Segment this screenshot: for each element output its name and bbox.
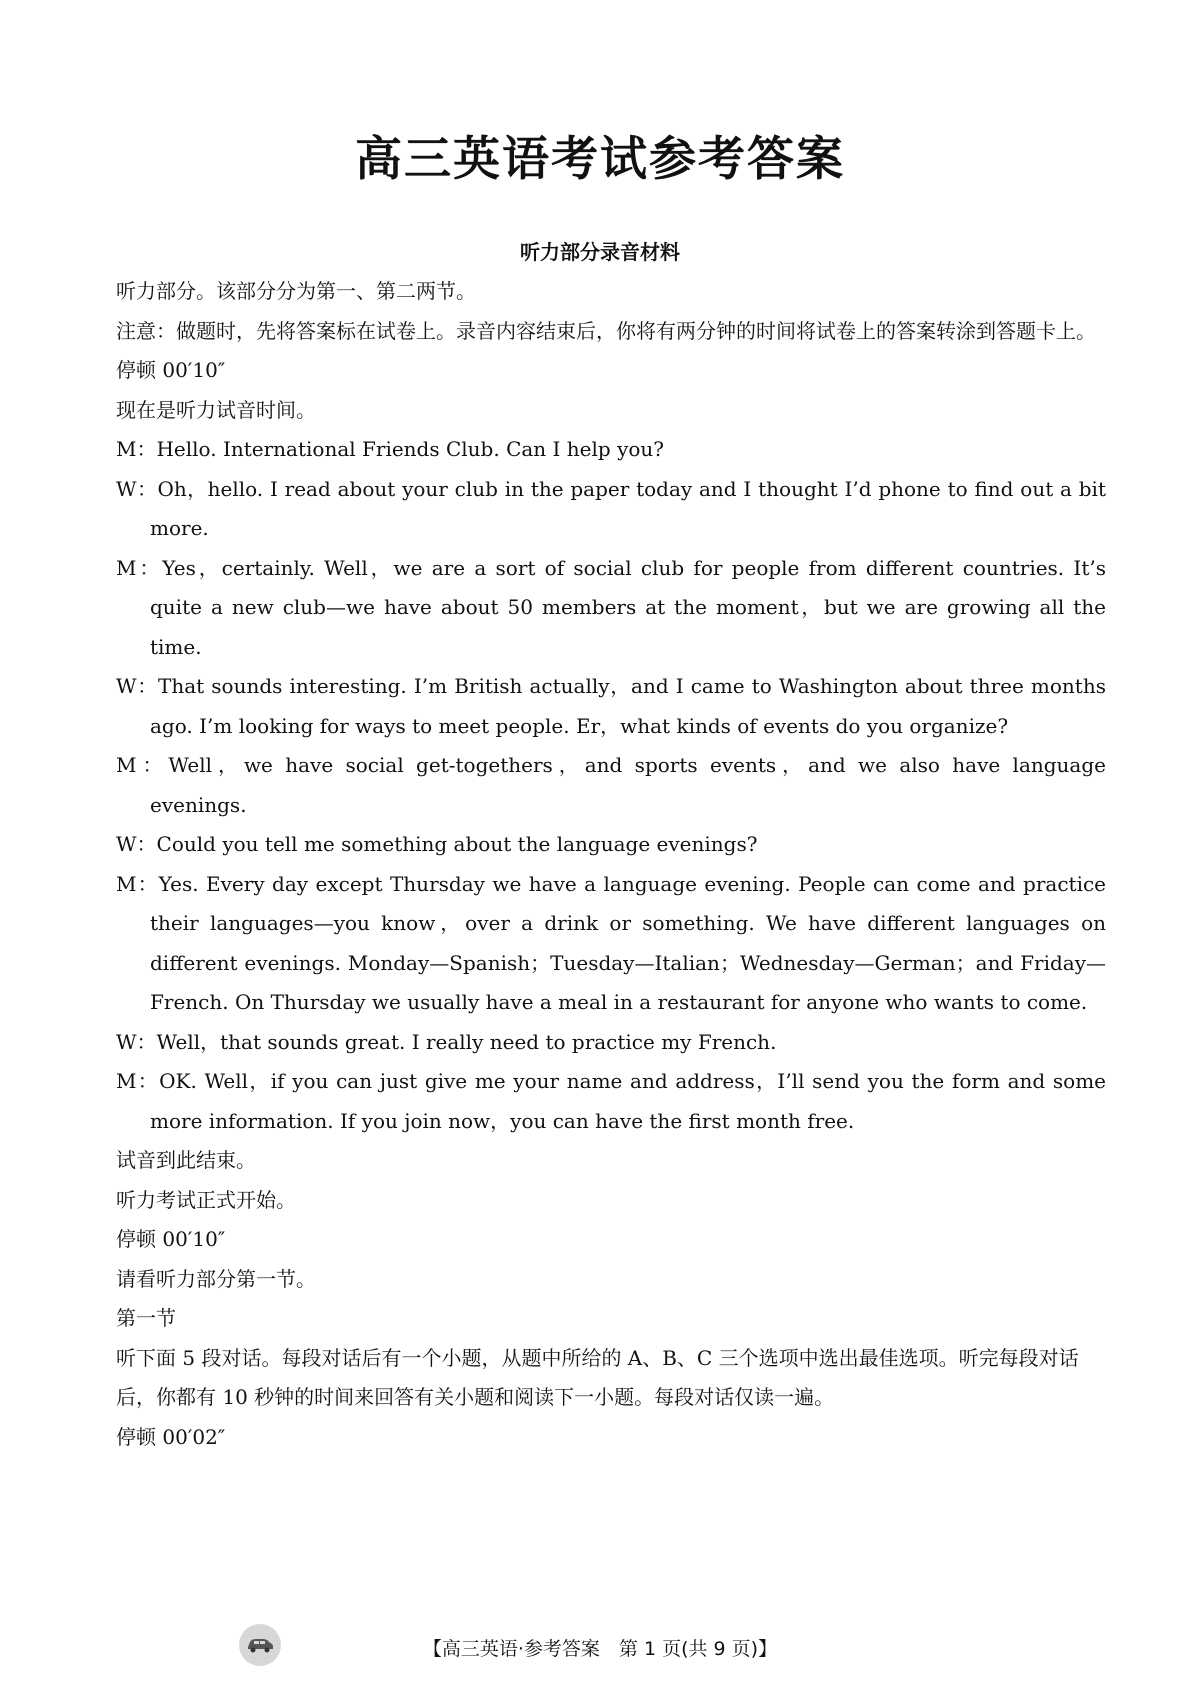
- dialogue-turn: M：Yes，certainly. Well，we are a sort of social club for people from different countries. It’s quite a new club—we have about 50 members at the moment，but we are growing all the time.: [116, 555, 1106, 659]
- trial-end-line: 试音到此结束。: [116, 1148, 256, 1172]
- section-one-instructions: 听下面 5 段对话。每段对话后有一个小题，从题中所给的 A、B、C 三个选项中选出最佳选项。听完每段对话后，你都有 10 秒钟的时间来回答有关小题和阅读下一小题。每段对话仅读一遍。: [116, 1345, 1079, 1409]
- pause-line: 停顿 00′02″: [116, 1424, 226, 1449]
- dialogue-turn: M：Yes. Every day except Thursday we have a language evening. People can come and practice their languages—you know，over a drink or something. We have different languages on different evenings. Monday—Spanish；Tuesday—Italian；Wednesday—German；and Friday—French. On Thursday we usually have a meal in a restaurant for anyone who wants to come.: [116, 871, 1106, 1014]
- page-title: 高三英语考试参考答案: [355, 132, 845, 187]
- section-one-heading: 第一节: [116, 1306, 176, 1330]
- intro-line: 听力部分。该部分分为第一、第二两节。: [116, 279, 476, 303]
- pause-line: 停顿 00′10″: [116, 1227, 226, 1251]
- dialogue-turn: W：Could you tell me something about the language evenings?: [116, 832, 758, 856]
- dialogue-turn: W：That sounds interesting. I’m British actually，and I came to Washington about three months ago. I’m looking for ways to meet people. Er，what kinds of events do you organize?: [116, 674, 1106, 738]
- transcript-body: [116, 272, 1106, 1457]
- section-one-prompt: 请看听力部分第一节。: [116, 1266, 316, 1291]
- pause-line: 停顿 00′10″: [116, 358, 226, 382]
- dialogue-turn: W：Oh，hello. I read about your club in the paper today and I thought I’d phone to find out a bit more.: [116, 476, 1106, 540]
- dialogue-turn: M：Hello. International Friends Club. Can I help you?: [116, 437, 665, 461]
- dialogue-turn: M：Well，we have social get-togethers，and sports events，and we also have language evenings.: [116, 753, 1106, 817]
- exam-start-line: 听力考试正式开始。: [116, 1187, 296, 1212]
- section-subtitle: 听力部分录音材料: [520, 240, 680, 264]
- dialogue-turn: W：Well，that sounds great. I really need to practice my French.: [116, 1029, 777, 1054]
- dialogue-turn: M：OK. Well，if you can just give me your name and address，I’ll send you the form and some more information. If you join now，you can have the first month free.: [116, 1069, 1106, 1133]
- trial-line: 现在是听力试音时间。: [116, 397, 316, 422]
- page-footer: 【高三英语·参考答案 第 1 页(共 9 页)】: [422, 1638, 778, 1660]
- notice-line: 注意：做题时，先将答案标在试卷上。录音内容结束后，你将有两分钟的时间将试卷上的答案转涂到答题卡上。: [116, 318, 1096, 343]
